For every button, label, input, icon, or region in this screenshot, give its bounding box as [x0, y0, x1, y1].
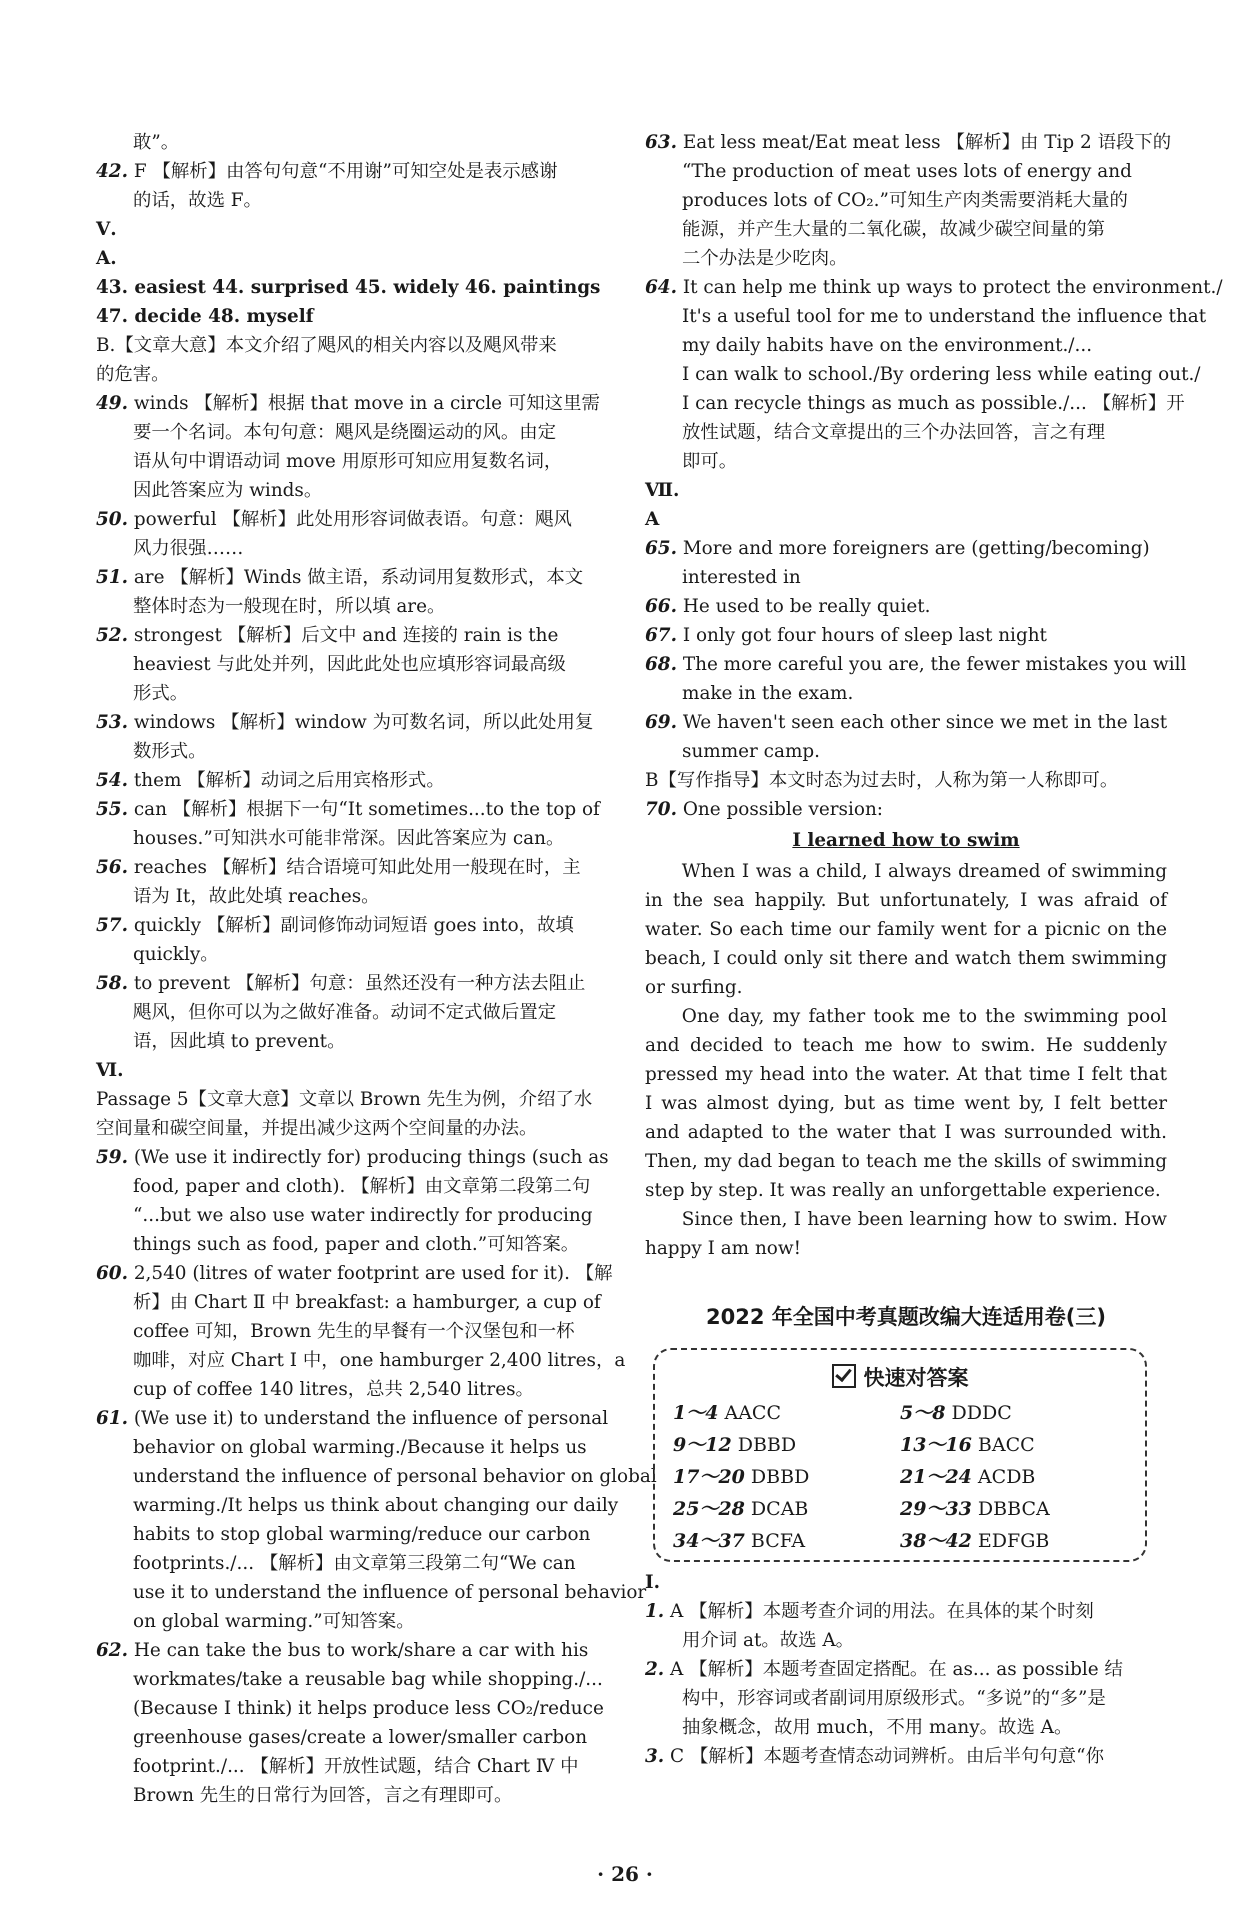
item-number: 57. — [96, 915, 128, 936]
section-heading: A. — [96, 248, 117, 269]
item-text: them 【解析】动词之后用宾格形式。 — [128, 770, 445, 791]
continuation-line: I can walk to school./By ordering less while eating out./ — [682, 364, 1201, 385]
text-line: 的危害。 — [96, 364, 170, 385]
item-number: 60. — [96, 1263, 128, 1284]
item-text: He used to be really quiet. — [677, 596, 931, 617]
item-number: 53. — [96, 712, 128, 733]
text-line: B【写作指导】本文时态为过去时，人称为第一人称即可。 — [645, 770, 1119, 791]
range-label: 34～37 — [673, 1530, 745, 1552]
continuation-line: heaviest 与此处并列，因此此处也应填形容词最高级 — [133, 654, 566, 675]
continuation-line: greenhouse gases/create a lower/smaller carbon — [133, 1727, 588, 1748]
item-number: 63. — [645, 132, 677, 153]
continuation-line: 构中，形容词或者副词用原级形式。“多说”的“多”是 — [682, 1688, 1106, 1709]
item-number: 50. — [96, 509, 128, 530]
section-heading: Ⅵ. — [96, 1060, 124, 1081]
item-text: (We use it) to understand the influence of personal — [128, 1408, 609, 1429]
answer-grid — [673, 1399, 1127, 1556]
answer-item — [96, 1636, 622, 1665]
answer-list: 43. easiest 44. surprised 45. widely 46. paintings — [96, 277, 601, 298]
answer-box-heading-text: 快速对答案 — [863, 1366, 969, 1390]
item-text: One possible version: — [677, 799, 883, 820]
answer-range — [900, 1527, 1127, 1556]
answer-item — [96, 708, 622, 737]
checkbox-icon — [832, 1364, 856, 1388]
answer-item — [96, 389, 622, 418]
text-line: Passage 5【文章大意】文章以 Brown 先生为例，介绍了水 — [96, 1089, 593, 1110]
item-text: Eat less meat/Eat meat less 【解析】由 Tip 2 语段下的 — [677, 132, 1172, 153]
continuation-line: It's a useful tool for me to understand the influence that — [682, 306, 1207, 327]
item-text: He can take the bus to work/share a car with his — [128, 1640, 589, 1661]
item-number: 59. — [96, 1147, 128, 1168]
answer-item — [645, 795, 1167, 824]
continuation-line: 用介词 at。故选 A。 — [682, 1630, 855, 1651]
item-text: (We use it indirectly for) producing things (such as — [128, 1147, 609, 1168]
answer-item — [96, 795, 622, 824]
answer-item — [645, 1597, 1167, 1626]
continuation-line: 语从句中谓语动词 move 用原形可知应用复数名词， — [133, 451, 563, 472]
answer-item — [645, 621, 1167, 650]
range-label: 38～42 — [900, 1530, 972, 1552]
item-text: strongest 【解析】后文中 and 连接的 rain is the — [128, 625, 559, 646]
item-number: 56. — [96, 857, 128, 878]
answer-item — [645, 650, 1187, 679]
item-number: 67. — [645, 625, 677, 646]
item-text: quickly 【解析】副词修饰动词短语 goes into，故填 — [128, 915, 574, 936]
part-one-answers — [645, 1568, 1167, 1771]
answer-range — [673, 1431, 900, 1460]
range-answers: EDFGB — [971, 1530, 1050, 1552]
answer-item — [645, 708, 1167, 737]
continuation-line: understand the influence of personal behavior on global — [133, 1466, 657, 1487]
text-line: 空间量和碳空间量，并提出减少这两个空间量的办法。 — [96, 1118, 538, 1139]
range-answers: BACC — [971, 1434, 1035, 1456]
item-text: We haven't seen each other since we met in the last — [677, 712, 1168, 733]
model-essay — [645, 826, 1167, 1263]
range-label: 13～16 — [900, 1434, 972, 1456]
range-label: 29～33 — [900, 1498, 972, 1520]
item-text: C 【解析】本题考查情态动词辨析。由后半句句意“你 — [664, 1746, 1104, 1767]
continuation-line: 整体时态为一般现在时，所以填 are。 — [133, 596, 446, 617]
continuation-line: 飓风，但你可以为之做好准备。动词不定式做后置定 — [133, 1002, 556, 1023]
item-number: 1. — [645, 1601, 665, 1622]
continuation-line: (Because I think) it helps produce less CO₂/reduce — [133, 1698, 604, 1719]
range-label: 21～24 — [900, 1466, 972, 1488]
continuation-line: warming./It helps us think about changing our daily — [133, 1495, 619, 1516]
continuation-line: food, paper and cloth). 【解析】由文章第二段第二句 — [133, 1176, 591, 1197]
right-column — [645, 128, 1223, 1771]
item-number: 54. — [96, 770, 128, 791]
item-text: More and more foreigners are (getting/becoming) — [677, 538, 1150, 559]
page-number: · 26 · — [597, 1862, 653, 1886]
continuation-line: 析】由 Chart Ⅱ 中 breakfast: a hamburger, a cup of — [133, 1292, 601, 1313]
item-number: 3. — [645, 1746, 665, 1767]
item-number: 51. — [96, 567, 128, 588]
continuation-line: workmates/take a reusable bag while shopping./... — [133, 1669, 603, 1690]
answer-item — [96, 563, 622, 592]
item-number: 49. — [96, 393, 128, 414]
section-heading: A — [645, 509, 660, 530]
range-label: 17～20 — [673, 1466, 745, 1488]
continuation-line: make in the exam. — [682, 683, 854, 704]
continuation-line: cup of coffee 140 litres，总共 2,540 litres。 — [133, 1379, 534, 1400]
range-answers: DBBD — [744, 1466, 810, 1488]
continuation-line: produces lots of CO₂.”可知生产肉类需要消耗大量的 — [682, 190, 1128, 211]
continuation-line: 抽象概念，故用 much，不用 many。故选 A。 — [682, 1717, 1073, 1738]
answer-item — [645, 128, 1172, 157]
item-number: 58. — [96, 973, 128, 994]
range-answers: DDDC — [945, 1402, 1012, 1424]
continuation-line: 即可。 — [682, 451, 738, 472]
section-heading: Ⅶ. — [645, 480, 680, 501]
answer-item — [96, 1404, 622, 1433]
continuation-line: 的话，故选 F。 — [133, 190, 262, 211]
item-text: A 【解析】本题考查固定搭配。在 as... as possible 结 — [664, 1659, 1123, 1680]
continuation-line: 风力很强…… — [133, 538, 244, 559]
exam-title: 2022 年全国中考真题改编大连适用卷(三) — [706, 1305, 1106, 1329]
continuation-line: 形式。 — [133, 683, 189, 704]
item-number: 2. — [645, 1659, 665, 1680]
answer-range — [900, 1399, 1127, 1428]
continuation-line: footprint./... 【解析】开放性试题，结合 Chart Ⅳ 中 — [133, 1756, 579, 1777]
range-answers: DBBCA — [971, 1498, 1050, 1520]
continuation-line: “...but we also use water indirectly for producing — [133, 1205, 593, 1226]
answer-item — [645, 592, 1167, 621]
continuation-line: “The production of meat uses lots of energy and — [682, 161, 1132, 182]
section-heading: Ⅰ. — [645, 1572, 661, 1593]
answer-item — [96, 157, 622, 186]
continuation-line: 放性试题，结合文章提出的三个办法回答，言之有理 — [682, 422, 1105, 443]
continuation-line: interested in — [682, 567, 801, 588]
continuation-line: my daily habits have on the environment./... — [682, 335, 1093, 356]
answer-item — [96, 1143, 622, 1172]
answer-item — [96, 1259, 622, 1288]
essay-title: I learned how to swim — [792, 830, 1020, 851]
continuation-line: 要一个名词。本句句意：飓风是绕圈运动的风。由定 — [133, 422, 556, 443]
continuation-line: Brown 先生的日常行为回答，言之有理即可。 — [133, 1785, 513, 1806]
answer-item — [645, 534, 1167, 563]
section-heading: Ⅴ. — [96, 219, 117, 240]
item-text: can 【解析】根据下一句“It sometimes...to the top of — [128, 799, 600, 820]
answer-range — [673, 1495, 900, 1524]
continuation-line: footprints./... 【解析】由文章第三段第二句“We can — [133, 1553, 576, 1574]
range-label: 25～28 — [673, 1498, 745, 1520]
item-number: 55. — [96, 799, 128, 820]
item-number: 70. — [645, 799, 677, 820]
quick-answer-box — [653, 1348, 1147, 1562]
item-number: 42. — [96, 161, 128, 182]
continuation-line: things such as food, paper and cloth.”可知答案。 — [133, 1234, 580, 1255]
item-text: reaches 【解析】结合语境可知此处用一般现在时，主 — [128, 857, 581, 878]
item-text: It can help me think up ways to protect the environment./ — [677, 277, 1223, 298]
item-text: F 【解析】由答句句意“不用谢”可知空处是表示感谢 — [128, 161, 558, 182]
item-number: 69. — [645, 712, 677, 733]
essay-paragraph: Since then, I have been learning how to swim. How happy I am now! — [645, 1209, 1167, 1259]
continuation-line: habits to stop global warming/reduce our carbon — [133, 1524, 591, 1545]
answer-item — [96, 911, 622, 940]
item-number: 68. — [645, 654, 677, 675]
answer-item — [96, 505, 622, 534]
continuation-line: use it to understand the influence of personal behavior — [133, 1582, 647, 1603]
answer-range — [900, 1463, 1127, 1492]
answer-range — [673, 1463, 900, 1492]
item-text: powerful 【解析】此处用形容词做表语。句意：飓风 — [128, 509, 572, 530]
range-label: 9～12 — [673, 1434, 732, 1456]
item-text: The more careful you are, the fewer mistakes you will — [677, 654, 1187, 675]
continuation-line: summer camp. — [682, 741, 821, 762]
range-answers: AACC — [718, 1402, 782, 1424]
range-answers: DBBD — [731, 1434, 797, 1456]
answer-range — [673, 1399, 900, 1428]
answer-item — [96, 969, 622, 998]
item-text: 2,540 (litres of water footprint are used for it). 【解 — [128, 1263, 613, 1284]
answer-item — [96, 853, 622, 882]
answer-item — [645, 1742, 1167, 1771]
continuation-line: 因此答案应为 winds。 — [133, 480, 323, 501]
range-answers: ACDB — [971, 1466, 1036, 1488]
range-answers: BCFA — [744, 1530, 806, 1552]
continuation-line: 咖啡，对应 Chart Ⅰ 中，one hamburger 2,400 litres，a — [133, 1350, 626, 1371]
text-line: B.【文章大意】本文介绍了飓风的相关内容以及飓风带来 — [96, 335, 557, 356]
item-text: winds 【解析】根据 that move in a circle 可知这里需 — [128, 393, 600, 414]
answer-box-heading — [673, 1364, 1127, 1393]
range-label: 1～4 — [673, 1402, 719, 1424]
item-number: 64. — [645, 277, 677, 298]
range-label: 5～8 — [900, 1402, 946, 1424]
continuation-line: on global warming.”可知答案。 — [133, 1611, 415, 1632]
right-answers — [645, 128, 1223, 824]
continuation-line: coffee 可知，Brown 先生的早餐有一个汉堡包和一杯 — [133, 1321, 575, 1342]
continuation-line: 语，因此填 to prevent。 — [133, 1031, 346, 1052]
item-text: to prevent 【解析】句意：虽然还没有一种方法去阻止 — [128, 973, 586, 994]
answer-range — [900, 1431, 1127, 1460]
continuation-line: 能源，并产生大量的二氧化碳，故减少碳空间量的第 — [682, 219, 1105, 240]
item-text: windows 【解析】window 为可数名词，所以此处用复 — [128, 712, 594, 733]
item-number: 62. — [96, 1640, 128, 1661]
item-number: 61. — [96, 1408, 128, 1429]
answer-range — [900, 1495, 1127, 1524]
item-number: 66. — [645, 596, 677, 617]
range-answers: DCAB — [744, 1498, 809, 1520]
continuation-line: 数形式。 — [133, 741, 207, 762]
answer-item — [96, 621, 622, 650]
left-column — [96, 128, 657, 1810]
answer-list: 47. decide 48. myself — [96, 306, 314, 327]
item-number: 65. — [645, 538, 677, 559]
answer-item — [645, 273, 1223, 302]
answer-item — [96, 766, 622, 795]
continuation-line: I can recycle things as much as possible./... 【解析】开 — [682, 393, 1185, 414]
item-text: are 【解析】Winds 做主语，系动词用复数形式，本文 — [128, 567, 584, 588]
answer-range — [673, 1527, 900, 1556]
continuation-line: 敢”。 — [133, 132, 180, 153]
continuation-line: behavior on global warming./Because it helps us — [133, 1437, 587, 1458]
essay-paragraph: One day, my father took me to the swimming pool and decided to teach me how to swim. He suddenly pressed my head into the water. At that time I felt that I was almost dying, but as time went by, I felt better and adapted to the water that I was surrounded with. Then, my dad began to teach me the skills of swimming step by step. It was really an unforgettable experience. — [645, 1006, 1167, 1201]
continuation-line: houses.”可知洪水可能非常深。因此答案应为 can。 — [133, 828, 565, 849]
continuation-line: 语为 It，故此处填 reaches。 — [133, 886, 380, 907]
item-number: 52. — [96, 625, 128, 646]
continuation-line: quickly。 — [133, 944, 219, 965]
continuation-line: 二个办法是少吃肉。 — [682, 248, 848, 269]
item-text: A 【解析】本题考查介词的用法。在具体的某个时刻 — [664, 1601, 1094, 1622]
answer-item — [645, 1655, 1167, 1684]
item-text: I only got four hours of sleep last night — [677, 625, 1047, 646]
essay-paragraph: When I was a child, I always dreamed of swimming in the sea happily. But unfortunately, I was afraid of water. So each time our family went for a picnic on the beach, I could only sit there and watch them swimming or surfing. — [645, 861, 1167, 998]
